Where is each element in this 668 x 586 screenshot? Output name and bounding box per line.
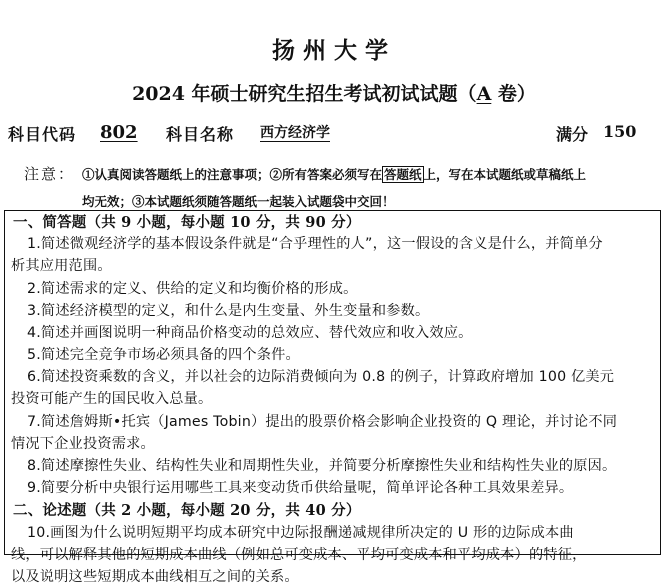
question-1-line-1: 1.简述微观经济学的基本假设条件就是“合乎理性的人”，这一假设的含义是什么，并简单分 <box>27 236 603 252</box>
notice-line-1-post: 上，写在本试题纸或草稿纸上 <box>423 167 587 182</box>
section-2-heading: 二、论述题（共 2 小题，每小题 20 分，共 40 分） <box>13 502 361 519</box>
exam-title <box>0 79 668 106</box>
notice-label: 注意： <box>24 165 76 183</box>
exam-title-post: 卷） <box>491 83 536 105</box>
subject-name-value: 西方经济学 <box>260 125 330 141</box>
university-name: 扬州大学 <box>272 37 396 64</box>
subject-info-row <box>8 122 658 146</box>
question-9: 9.简要分析中央银行运用哪些工具来变动货币供给量呢，简单评论各种工具效果差异。 <box>27 480 574 496</box>
question-2: 2.简述需求的定义、供给的定义和均衡价格的形成。 <box>27 281 358 297</box>
question-4: 4.简述并画图说明一种商品价格变动的总效应、替代效应和收入效应。 <box>27 325 473 341</box>
question-8: 8.简述摩擦性失业、结构性失业和周期性失业，并简要分析摩擦性失业和结构性失业的原因。 <box>27 458 617 474</box>
full-score-value: 150 <box>603 122 637 141</box>
section-1-heading: 一、简答题（共 9 小题，每小题 10 分，共 90 分） <box>13 214 361 231</box>
notice-answer-sheet-boxed: 答题纸 <box>384 167 422 182</box>
question-10-line-1: 10.画图为什么说明短期平均成本研究中边际报酬递减规律所决定的 U 形的边际成本曲 <box>27 525 574 541</box>
notice-line-1-pre: ①认真阅读答题纸上的注意事项；②所有答案必须写在 <box>82 167 383 182</box>
question-5: 5.简述完全竞争市场必须具备的四个条件。 <box>27 347 300 363</box>
question-3: 3.简述经济模型的定义，和什么是内生变量、外生变量和参数。 <box>27 303 430 319</box>
question-6-line-1: 6.简述投资乘数的含义，并以社会的边际消费倾向为 0.8 的例子，计算政府增加 100 亿美元 <box>27 369 615 385</box>
questions-box <box>4 210 661 585</box>
exam-paper-version: A <box>476 83 492 105</box>
notice-line-1 <box>82 161 586 188</box>
notice-line-2: 均无效；③本试题纸须随答题纸一起装入试题袋中交回！ <box>82 194 395 209</box>
subject-code-label: 科目代码 <box>8 125 77 144</box>
question-10-line-2: 线，可以解释其他的短期成本曲线（例如总可变成本、平均可变成本和平均成本）的特征， <box>11 547 587 563</box>
exam-title-pre: 2024 年硕士研究生招生考试初试试题（ <box>132 83 477 105</box>
subject-name-label: 科目名称 <box>166 125 235 144</box>
question-6-line-2: 投资可能产生的国民收入总量。 <box>11 391 213 407</box>
question-1-line-2: 析其应用范围。 <box>11 258 112 274</box>
subject-code-value: 802 <box>100 122 138 143</box>
question-10-line-3: 以及说明这些短期成本曲线相互之间的关系。 <box>11 569 299 585</box>
question-7-line-1: 7.简述詹姆斯•托宾（James Tobin）提出的股票价格会影响企业投资的 Q 理论，并讨论不同 <box>27 414 618 430</box>
full-score-label: 满分 <box>556 125 589 144</box>
question-7-line-2: 情况下企业投资需求。 <box>11 436 155 452</box>
